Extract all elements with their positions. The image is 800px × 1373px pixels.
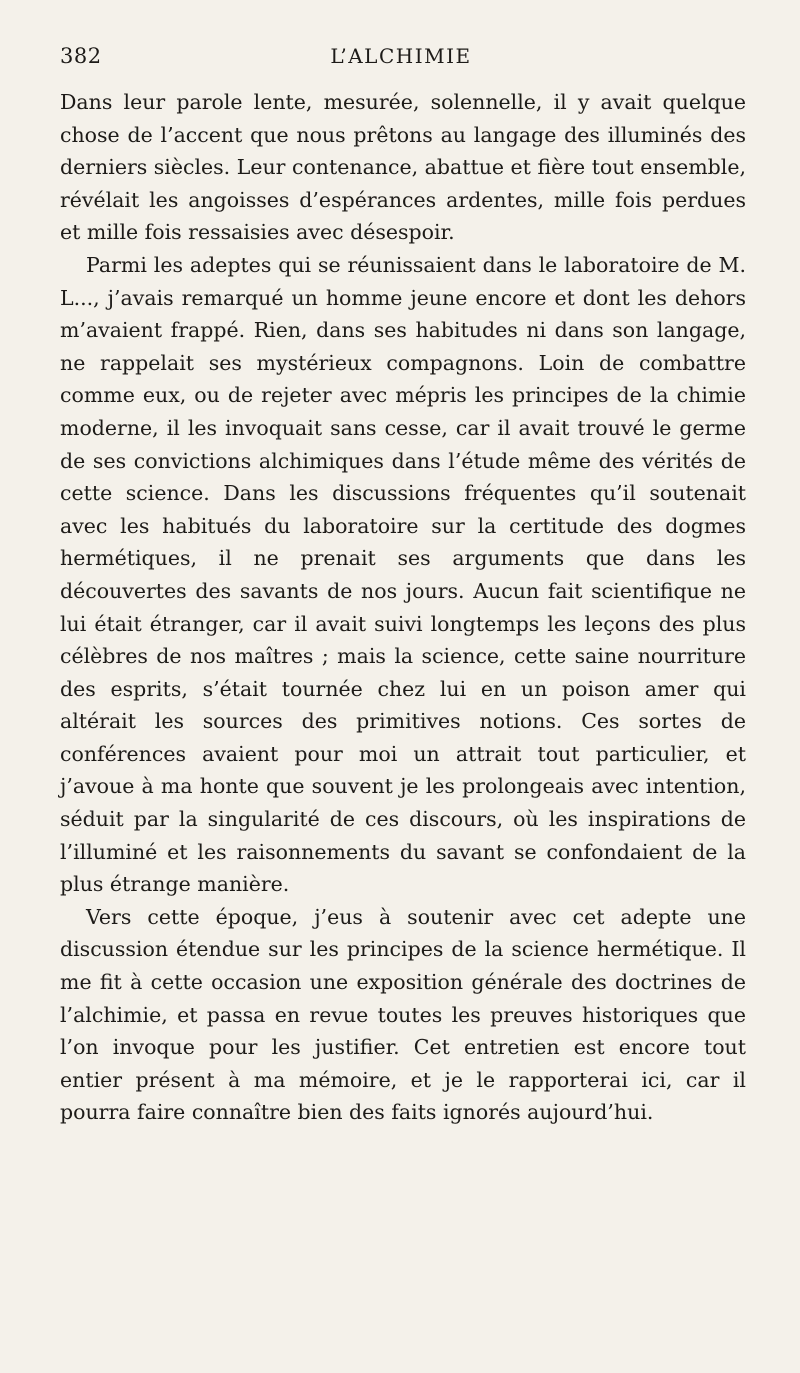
running-head — [60, 44, 742, 74]
paragraph: Parmi les adeptes qui se réunissaient dans le laboratoire de M. L..., j’avais remarqué un homme jeune encore et dont les dehors m’avaient frappé. Rien, dans ses habitudes ni dans son langage, ne rappelait ses mystérieux compagnons. Loin de combattre comme eux, ou de rejeter avec mépris les principes de la chimie moderne, il les invoquait sans cesse, car il avait trouvé le germe de ses convictions alchimiques dans l’étude même des vérités de cette science. Dans les discussions fréquentes qu’il soutenait avec les habitués du laboratoire sur la certitude des dogmes hermétiques, il ne prenait ses arguments que dans les découvertes des savants de nos jours. Aucun fait scientifique ne lui était étranger, car il avait suivi longtemps les leçons des plus célèbres de nos maîtres ; mais la science, cette saine nourriture des esprits, s’était tournée chez lui en un poison amer qui altérait les sources des primitives notions. Ces sortes de conférences avaient pour moi un attrait tout particulier, et j’avoue à ma honte que souvent je les prolongeais avec intention, séduit par la singularité de ces discours, où les inspirations de l’illuminé et les raisonnements du savant se confondaient de la plus étrange manière. — [60, 252, 746, 897]
page-header-title: L’ALCHIMIE — [330, 44, 472, 68]
body-text — [60, 86, 746, 1129]
paragraph: Dans leur parole lente, mesurée, solennelle, il y avait quelque chose de l’accent que nous prêtons au langage des illuminés des derniers siècles. Leur contenance, abattue et fière tout ensemble, révélait les angoisses d’espérances ardentes, mille fois perdues et mille fois ressaisies avec désespoir. — [60, 90, 746, 245]
page-number: 382 — [60, 44, 102, 68]
paragraph: Vers cette époque, j’eus à soutenir avec cet adepte une discussion étendue sur les principes de la science hermétique. Il me fit à cette occasion une exposition générale des doctrines de l’alchimie, et passa en revue toutes les preuves historiques que l’on invoque pour les justifier. Cet entretien est encore tout entier présent à ma mémoire, et je le rapporterai ici, car il pourra faire connaître bien des faits ignorés aujourd’hui. — [60, 904, 746, 1125]
